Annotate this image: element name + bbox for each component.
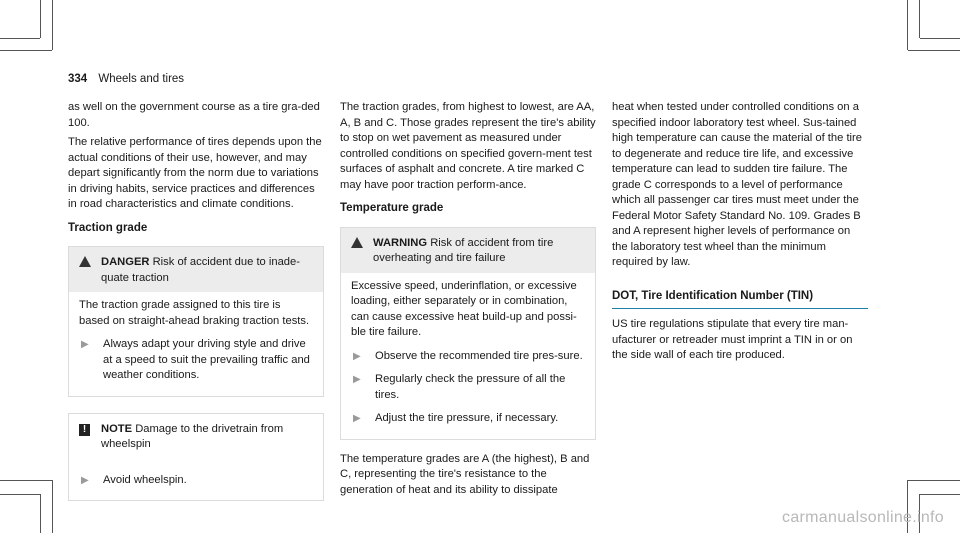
crop-mark <box>919 0 920 38</box>
exclamation-icon: ! <box>79 422 101 453</box>
page-header <box>68 73 184 85</box>
column-3 <box>612 100 868 368</box>
crop-mark <box>908 480 960 481</box>
crop-mark <box>920 494 960 495</box>
crop-mark <box>40 494 41 533</box>
heading-traction-grade: Traction grade <box>68 221 148 234</box>
heading-temperature-grade: Temperature grade <box>340 202 444 214</box>
paragraph: heat when tested under controlled conditions on a specified indoor laboratory test wheel. Sus-tained high temperature can cause the material of the tire to degenerate and reduce tire life, and excessive temperature can lead to sudden tire failure. The grade C corresponds to a level of performance which all passenger car tires must meet under the Federal Motor Safety Standard No. 109. Grades B and A represent higher levels of performance on the laboratory test wheel than the minimum required by law. <box>612 101 862 268</box>
column-1 <box>68 100 324 513</box>
watermark: carmanualsonline.info <box>782 509 944 526</box>
warning-label: WARNING <box>373 236 428 249</box>
note-text: Damage to the drivetrain from wheelspin <box>101 422 284 450</box>
arrow-bullet-icon: ▶ <box>81 339 89 350</box>
arrow-bullet-icon: ▶ <box>81 474 89 486</box>
paragraph: The relative performance of tires depends upon the actual conditions of their use, however, and may depart significantly from the norm due to variations in driving habits, service practices and differences in road characteristics and climate conditions. <box>68 136 322 210</box>
crop-mark <box>0 480 52 481</box>
danger-text: Risk of accident due to inade-quate traction <box>101 256 300 284</box>
arrow-bullet-icon: ▶ <box>353 350 361 362</box>
paragraph: The temperature grades are A (the highest), B and C, representing the tire's resistance to the generation of heat and its ability to dissipate <box>340 452 590 496</box>
danger-box <box>68 246 324 397</box>
page-number: 334 <box>68 73 88 85</box>
list-item: ▶ Observe the recommended tire pres-sure. <box>351 349 585 365</box>
note-box <box>68 413 324 502</box>
crop-mark <box>40 0 41 38</box>
paragraph: The traction grades, from highest to lowest, are AA, A, B and C. Those grades represent the tire's ability to stop on wet pavement as measured under controlled conditions on specified govern-ment test surfaces of asphalt and concrete. A tire marked C may have poor traction perform-ance. <box>340 101 596 191</box>
list-item: ▶ Regularly check the pressure of all the tires. <box>351 372 585 403</box>
warning-text: Risk of accident from tire overheating and tire failure <box>373 236 554 264</box>
column-2 <box>340 100 596 502</box>
arrow-bullet-icon: ▶ <box>353 374 361 385</box>
crop-mark <box>908 50 960 51</box>
arrow-bullet-icon: ▶ <box>353 413 361 424</box>
crop-mark <box>0 38 40 39</box>
paragraph: US tire regulations stipulate that every tire man-ufacturer or retreader must imprint a TIN in or on the side wall of each tire produced. <box>612 318 853 361</box>
list-item: ▶ Adjust the tire pressure, if necessary. <box>351 411 585 427</box>
list-item: ▶ Avoid wheelspin. <box>79 473 313 489</box>
warning-body: Excessive speed, underinflation, or excessive loading, either separately or in combination, can cause excessive heat build-up and possi-ble tire failure. <box>351 279 577 338</box>
warning-triangle-icon <box>351 236 373 267</box>
section-title: Wheels and tires <box>98 73 185 85</box>
warning-box <box>340 227 596 440</box>
crop-mark <box>907 0 908 50</box>
list-item: ▶ Always adapt your driving style and drive at a speed to suit the prevailing traffic and weather conditions. <box>79 337 313 384</box>
crop-mark <box>52 480 53 533</box>
paragraph: as well on the government course as a tire gra-ded 100. <box>68 101 320 129</box>
danger-label: DANGER <box>101 256 150 268</box>
crop-mark <box>52 0 53 50</box>
heading-dot-tin: DOT, Tire Identification Number (TIN) <box>612 289 868 310</box>
crop-mark <box>0 50 52 51</box>
note-label: NOTE <box>101 422 133 435</box>
crop-mark <box>0 494 40 495</box>
crop-mark <box>920 38 960 39</box>
warning-triangle-icon <box>79 255 101 286</box>
danger-body: The traction grade assigned to this tire is based on straight-ahead braking traction tests. <box>79 299 310 327</box>
